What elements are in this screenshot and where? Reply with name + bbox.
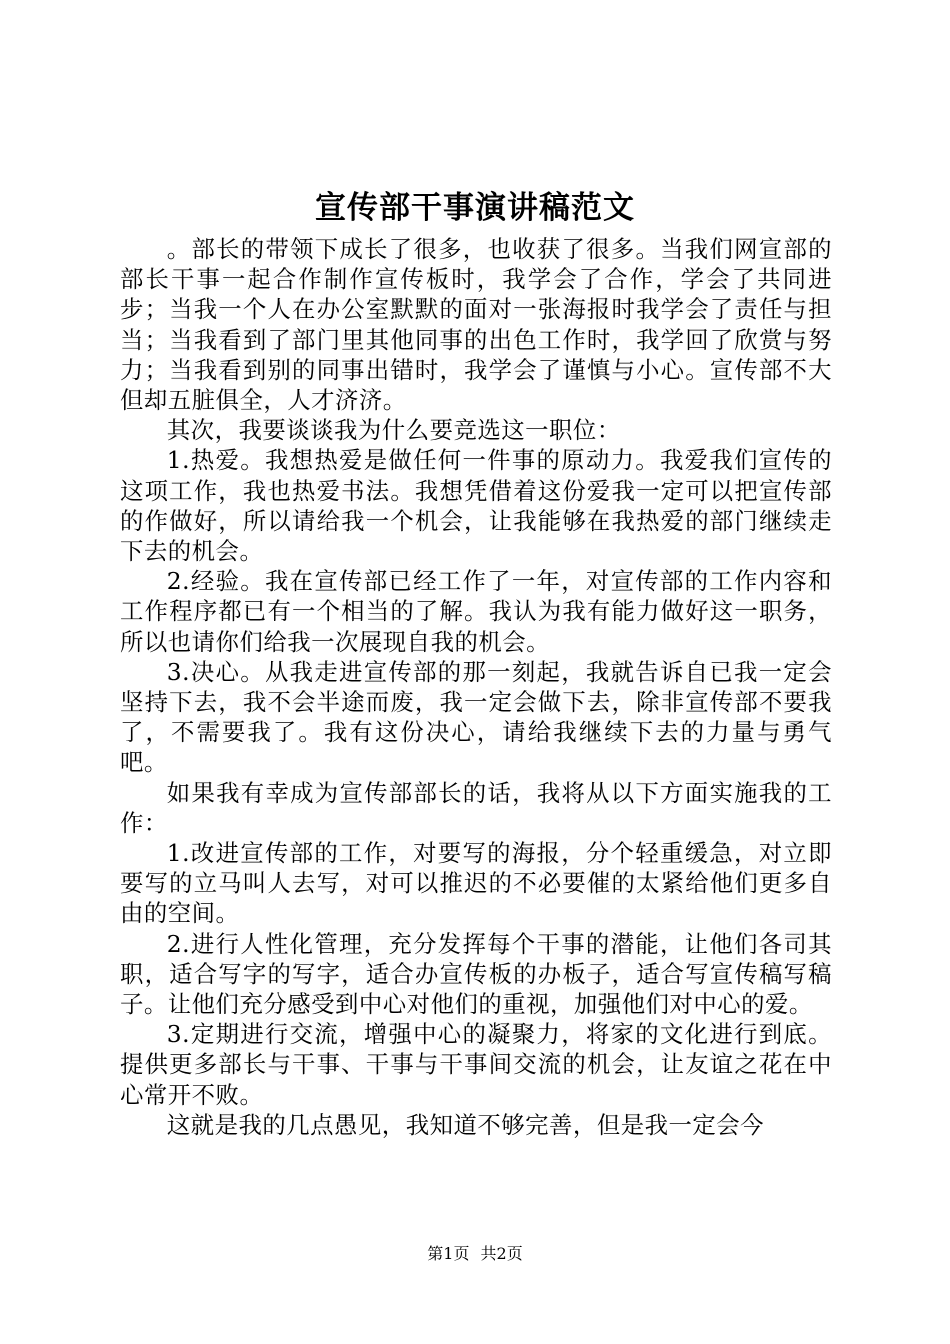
paragraph: 2.进行人性化管理，充分发挥每个干事的潜能，让他们各司其职，适合写字的写字，适合办宣传板的办板子，适合写宣传稿写稿子。让他们充分感受到中心对他们的重视，加强他们对中心的爱。 <box>120 929 832 1019</box>
page-number: 第1页 <box>427 1244 470 1263</box>
paragraph: 这就是我的几点愚见，我知道不够完善，但是我一定会今 <box>166 1110 765 1139</box>
paragraph: 1.热爱。我想热爱是做任何一件事的原动力。我爱我们宣传的这项工作，我也热爱书法。我想凭借着这份爱我一定可以把宣传部的作做好，所以请给我一个机会，让我能够在我热爱的部门继续走下去的机会。 <box>120 446 832 566</box>
paragraph: 3.定期进行交流，增强中心的凝聚力，将家的文化进行到底。提供更多部长与干事、干事与干事间交流的机会，让友谊之花在中心常开不败。 <box>120 1020 832 1109</box>
document-title: 宣传部干事演讲稿范文 <box>315 190 635 226</box>
document-body <box>120 234 832 1140</box>
page-footer <box>0 1244 950 1264</box>
paragraph: 其次，我要谈谈我为什么要竞选这一职位： <box>166 416 621 445</box>
paragraph: 1.改进宣传部的工作，对要写的海报，分个轻重缓急，对立即要写的立马叫人去写，对可以推迟的不必要催的太紧给他们更多自由的空间。 <box>120 839 832 928</box>
paragraph: 。部长的带领下成长了很多，也收获了很多。当我们网宣部的部长干事一起合作制作宣传板时，我学会了合作，学会了共同进步；当我一个人在办公室默默的面对一张海报时我学会了责任与担当；当我看到了部门里其他同事的出色工作时，我学回了欣赏与努力；当我看到别的同事出错时，我学会了谨慎与小心。宣传部不大但却五脏俱全，人才济济。 <box>120 235 832 415</box>
paragraph: 2.经验。我在宣传部已经工作了一年，对宣传部的工作内容和工作程序都已有一个相当的了解。我认为我有能力做好这一职务，所以也请你们给我一次展现自我的机会。 <box>120 567 832 656</box>
paragraph: 如果我有幸成为宣传部部长的话，我将从以下方面实施我的工作： <box>120 778 832 837</box>
page-total: 共2页 <box>480 1244 523 1263</box>
paragraph: 3.决心。从我走进宣传部的那一刻起，我就告诉自已我一定会坚持下去，我不会半途而废，我一定会做下去，除非宣传部不要我了，不需要我了。我有这份决心，请给我继续下去的力量与勇气吧。 <box>120 657 832 777</box>
